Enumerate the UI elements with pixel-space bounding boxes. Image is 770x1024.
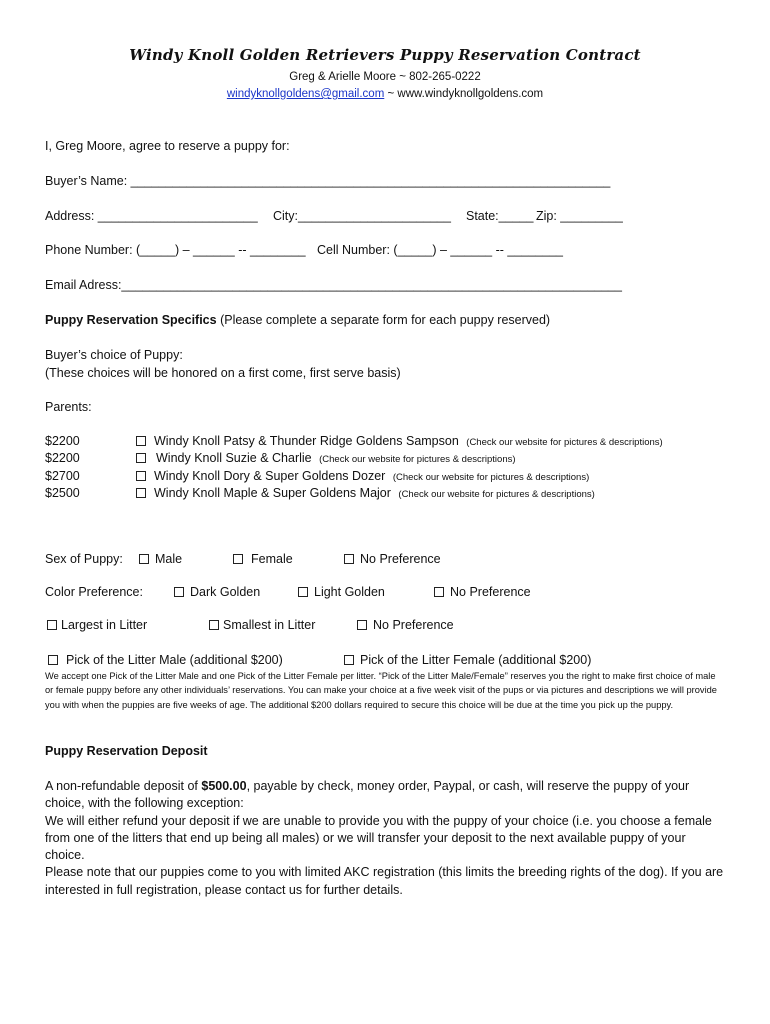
- address-field[interactable]: Address: _______________________: [45, 209, 258, 223]
- deposit-amount: $500.00: [201, 779, 247, 793]
- color-label: Color Preference:: [45, 585, 143, 599]
- checkbox-icon[interactable]: [174, 587, 184, 597]
- email-field[interactable]: Email Adress:________________________________________________________________________: [45, 278, 622, 292]
- zip-field[interactable]: Zip: _________: [536, 209, 623, 223]
- litter-price: $2700: [45, 469, 80, 483]
- litter-note: (Check our website for pictures & descriptions): [398, 489, 595, 500]
- checkbox-icon[interactable]: [209, 620, 219, 630]
- litter-note: (Check our website for pictures & descriptions): [392, 472, 590, 483]
- choice-line-1: Buyer’s choice of Puppy:: [45, 348, 183, 362]
- litter-name: Windy Knoll Dory & Super Goldens Dozer: [154, 469, 386, 483]
- registration-note: Please note that our puppies come to you with limited AKC registration (this limits the breeding rights of the dog). If you are interested in full registration, please contact us for further details.: [45, 865, 724, 897]
- pick-fine-print: We accept one Pick of the Litter Male and one Pick of the Litter Female per litter. “Pick of the Litter Male/Female” reserves you the right to make first choice of male or female puppy before any other individuals’ reservations. You can make your choice at a five week visit of the pups or via pictures and descriptions we will provide you with when the puppies are five weeks of age. The additional $200 dollars required to secure this choice will be due at the time you pick up the puppy.: [45, 671, 717, 710]
- email-website-line: [0, 88, 770, 100]
- document-title: Windy Knoll Golden Retrievers Puppy Reservation Contract: [129, 46, 641, 64]
- sex-option-male[interactable]: Male: [139, 552, 182, 566]
- color-option-no-preference[interactable]: No Preference: [434, 585, 531, 599]
- deposit-paragraph: [45, 778, 725, 899]
- buyers-name-field[interactable]: Buyer’s Name: _____________________________________________________________________: [45, 174, 611, 188]
- litter-note: (Check our website for pictures & descriptions): [466, 437, 663, 448]
- litter-price: $2200: [45, 451, 80, 465]
- checkbox-icon[interactable]: [136, 471, 146, 481]
- size-option-smallest[interactable]: Smallest in Litter: [209, 618, 315, 632]
- refund-terms: We will either refund your deposit if we are unable to provide you with the puppy of your choice (i.e. you choose a female from one of the litters that end up being all males) or we will transfer your deposit to the next available puppy of your choice.: [45, 813, 712, 863]
- state-field[interactable]: State:_____: [466, 209, 534, 223]
- litter-name: Windy Knoll Maple & Super Goldens Major: [154, 486, 391, 500]
- litter-name: Windy Knoll Suzie & Charlie: [156, 451, 312, 465]
- litter-note: (Check our website for pictures & descriptions): [319, 454, 516, 465]
- checkbox-icon[interactable]: [233, 554, 243, 564]
- checkbox-icon[interactable]: [357, 620, 367, 630]
- checkbox-icon[interactable]: [434, 587, 444, 597]
- checkbox-icon[interactable]: [136, 488, 146, 498]
- email-link[interactable]: windyknollgoldens@gmail.com: [226, 88, 385, 100]
- city-field[interactable]: City:______________________: [273, 209, 451, 223]
- litter-option[interactable]: [136, 434, 663, 448]
- litter-price: $2200: [45, 434, 80, 448]
- color-option-light-golden[interactable]: Light Golden: [298, 585, 385, 599]
- checkbox-icon[interactable]: [48, 655, 58, 665]
- checkbox-icon[interactable]: [136, 453, 146, 463]
- specifics-heading-line: [45, 313, 550, 327]
- cell-field[interactable]: Cell Number: (_____) – ______ -- ________: [317, 243, 563, 257]
- pick-male-option[interactable]: Pick of the Litter Male (additional $200): [48, 653, 283, 667]
- sex-label: Sex of Puppy:: [45, 552, 123, 566]
- color-option-dark-golden[interactable]: Dark Golden: [174, 585, 260, 599]
- specifics-note: (Please complete a separate form for each puppy reserved): [216, 313, 551, 327]
- website-text: ~ www.windyknollgoldens.com: [384, 88, 544, 100]
- litter-price: $2500: [45, 486, 80, 500]
- checkbox-icon[interactable]: [344, 554, 354, 564]
- size-option-no-preference[interactable]: No Preference: [357, 618, 454, 632]
- size-option-largest[interactable]: Largest in Litter: [47, 618, 147, 632]
- deposit-terms: A non-refundable deposit of $500.00, payable by check, money order, Paypal, or cash, will reserve the puppy of your choice, with the following exception:: [45, 779, 690, 811]
- checkbox-icon[interactable]: [47, 620, 57, 630]
- litter-name: Windy Knoll Patsy & Thunder Ridge Goldens Sampson: [154, 434, 459, 448]
- pick-female-option[interactable]: Pick of the Litter Female (additional $200): [344, 653, 591, 667]
- checkbox-icon[interactable]: [136, 436, 146, 446]
- sex-option-no-preference[interactable]: No Preference: [344, 552, 441, 566]
- contact-line: Greg & Arielle Moore ~ 802-265-0222: [289, 71, 481, 83]
- checkbox-icon[interactable]: [298, 587, 308, 597]
- parents-label: Parents:: [45, 400, 92, 414]
- litter-option[interactable]: [136, 469, 589, 483]
- phone-field[interactable]: Phone Number: (_____) – ______ -- ________: [45, 243, 306, 257]
- deposit-heading: Puppy Reservation Deposit: [45, 744, 208, 758]
- litter-option[interactable]: [136, 451, 516, 465]
- litter-option[interactable]: [136, 486, 595, 500]
- checkbox-icon[interactable]: [139, 554, 149, 564]
- specifics-heading: Puppy Reservation Specifics: [45, 313, 217, 327]
- intro-text: I, Greg Moore, agree to reserve a puppy for:: [45, 139, 290, 153]
- choice-line-2: (These choices will be honored on a first come, first serve basis): [45, 366, 401, 380]
- sex-option-female[interactable]: Female: [233, 552, 293, 566]
- checkbox-icon[interactable]: [344, 655, 354, 665]
